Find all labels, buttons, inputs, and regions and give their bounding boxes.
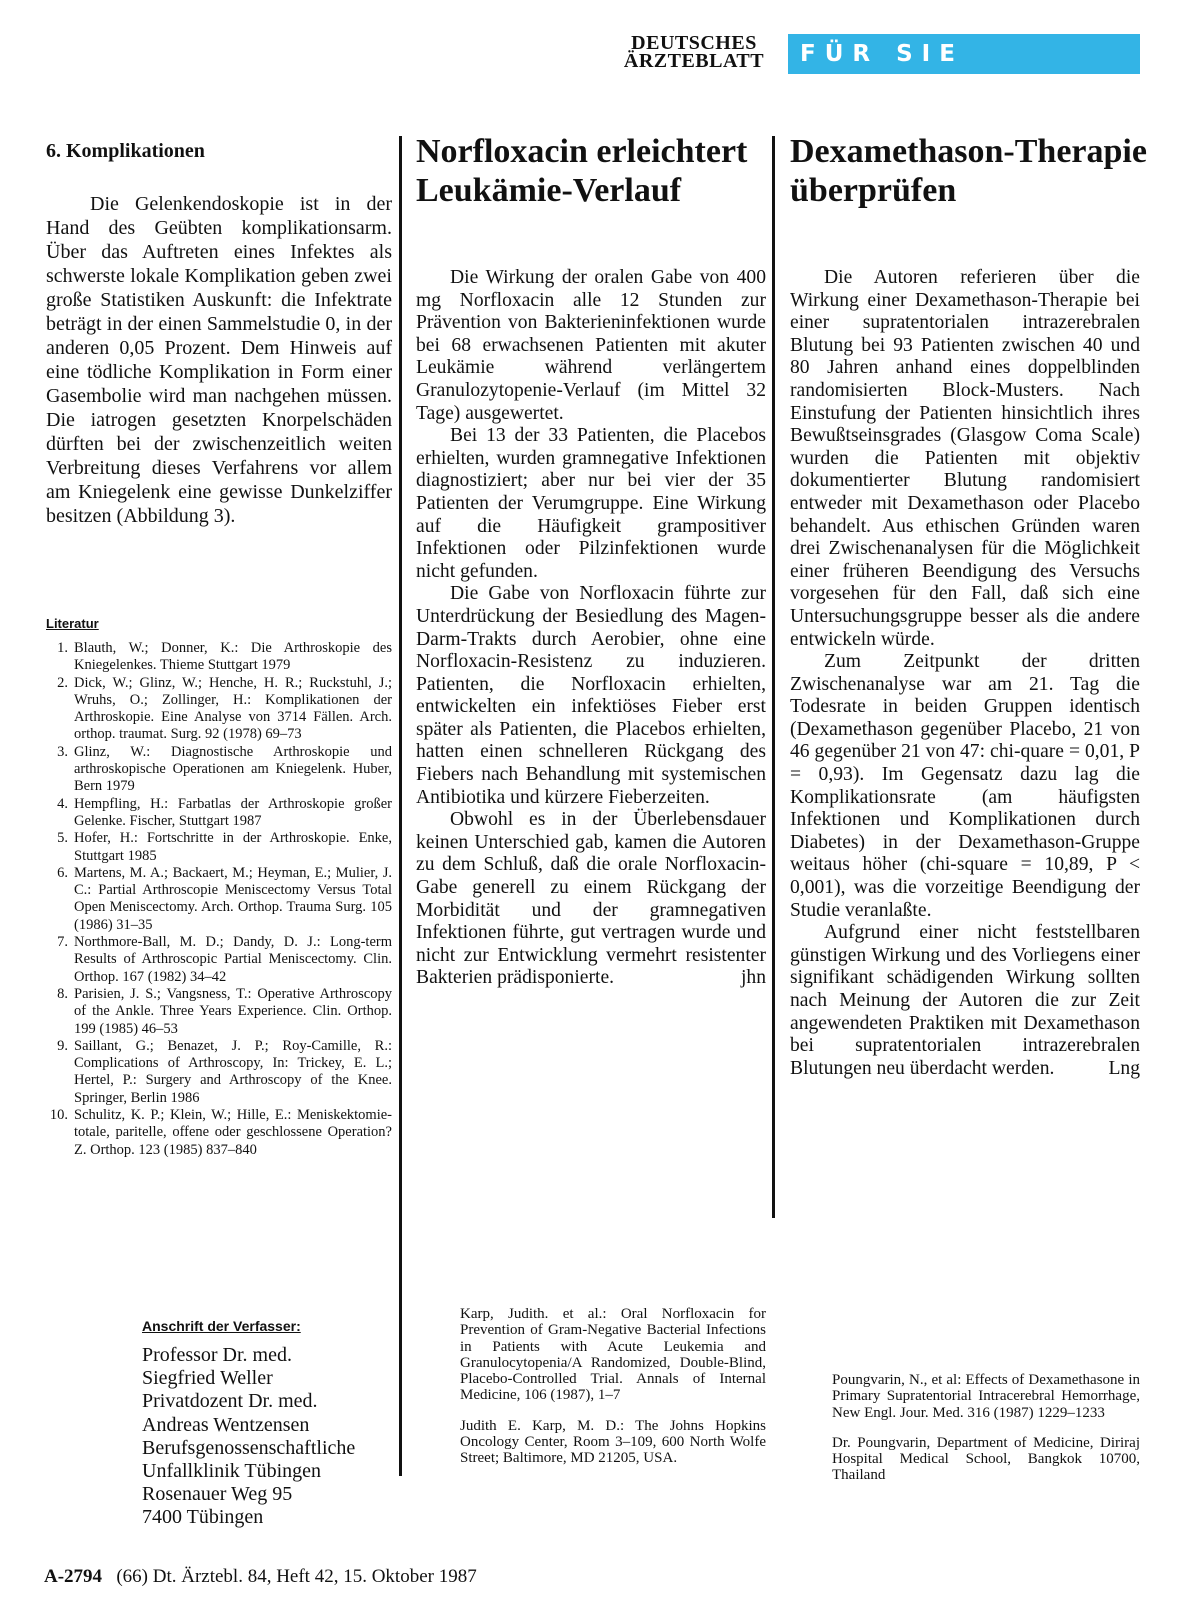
reference-number: 4. (57, 795, 68, 812)
article-body-dexamethason (790, 267, 1140, 1080)
masthead-line-2: ÄRZTEBLATT (623, 50, 765, 72)
source-address: Dr. Poungvarin, Department of Medicine, Diriraj Hospital Medical School, Bangkok 10700, Thailand (832, 1434, 1140, 1484)
reference-list (46, 640, 392, 1159)
reference-number: 8. (57, 985, 68, 1002)
column-divider-2 (772, 136, 775, 1218)
source-address: Judith E. Karp, M. D.: The Johns Hopkins Oncology Center, Room 3–109, 600 North Wolfe Street; Baltimore, MD 21205, USA. (460, 1417, 766, 1467)
article-paragraph: Die Autoren referieren über die Wirkung einer Dexamethason-Therapie bei einer supratentorialen intrazerebralen Blutung bei 93 Patienten zwischen 40 und 80 Jahren anhand eines doppelblinden randomisierten Block-Musters. Nach Einstufung der Patienten hinsichtlich ihres Bewußtseinsgrades (Glasgow Coma Scale) wurden die Patienten mit objektiv dokumentierter Blutung randomisiert entweder mit Dexamethason oder Placebo behandelt. Aus ethischen Gründen waren drei Zwischenanalysen für die Möglichkeit einer früheren Beendigung des Versuchs vorgesehen für den Fall, daß sich eine Untersuchungsgruppe besser als die andere entwickeln würde. (790, 267, 1140, 650)
reference-number: 6. (57, 864, 68, 881)
address-line: 7400 Tübingen (142, 1506, 264, 1529)
reference-text: Schulitz, K. P.; Klein, W.; Hille, E.: Meniskektomie-totale, paritelle, offene oder geschlossene Operation? Z. Orthop. 123 (1985) 837–840 (74, 1107, 392, 1158)
article-headline-dexamethason: Dexamethason-Therapie überprüfen (790, 133, 1147, 209)
author-signature: Lng (1108, 1057, 1140, 1079)
address-label: Anschrift der Verfasser: (142, 1318, 301, 1334)
reference-item (46, 830, 392, 865)
reference-item (46, 986, 392, 1038)
article-headline-norfloxacin: Norfloxacin erleichtert Leukämie-Verlauf (416, 133, 748, 209)
reference-text: Blauth, W.; Donner, K.: Die Arthroskopie des Kniegelenkes. Thieme Stuttgart 1979 (74, 640, 392, 674)
reference-item (46, 675, 392, 744)
source-citation-norfloxacin (460, 1306, 766, 1481)
article-paragraph: Die Wirkung der oralen Gabe von 400 mg Norfloxacin alle 12 Stunden zur Prävention von Bakterieninfektionen wurde bei 68 erwachsenen Patienten mit akuter Leukämie während verlängertem Granulozytopenie-Verlauf (im Mittel 32 Tage) ausgewertet. (416, 267, 766, 424)
article-paragraph: Zum Zeitpunkt der dritten Zwischenanalyse war am 21. Tag die Todesrate in beiden Gruppen identisch (Dexamethason gegenüber Placebo, 21 von 46 gegenüber 21 von 47: chi-quare = 0,01, P = 0,93). Im Gegensatz dazu lag die Komplikationsrate (am häufigsten Infektionen und Komplikationen durch Diabetes) in der Dexamethason-Gruppe weitaus höher (chi-square = 10,89, P < 0,001), was die vorzeitige Beendigung der Studie veranlaßte. (790, 651, 1140, 921)
literature-heading: Literatur (46, 616, 99, 631)
reference-item (46, 796, 392, 831)
source-reference: Poungvarin, N., et al: Effects of Dexamethasone in Primary Supratentorial Intracerebral Hemorrhage, New Engl. Jour. Med. 316 (1987) 1229–1233 (832, 1372, 1140, 1421)
reference-text: Saillant, G.; Benazet, J. P.; Roy-Camille, R.: Complications of Arthroscopy, In: Trickey, E. L.; Hertel, P.: Surgery and Arthroscopy of the Knee. Springer, Berlin 1986 (74, 1037, 392, 1106)
reference-item (46, 744, 392, 796)
address-line: Berufsgenossenschaftliche (142, 1436, 356, 1459)
reference-text: Parisien, J. S.; Vangsness, T.: Operative Arthroscopy of the Ankle. Three Years Experience. Clin. Orthop. 199 (1985) 46–53 (74, 985, 392, 1037)
reference-number: 5. (57, 830, 68, 847)
reference-number: 1. (57, 640, 68, 656)
author-address (142, 1344, 355, 1530)
reference-item (46, 640, 392, 675)
page-code: A-2794 (44, 1566, 103, 1587)
complications-text (46, 192, 392, 528)
reference-item (46, 1107, 392, 1159)
reference-item (46, 934, 392, 986)
page-footer (44, 1566, 477, 1588)
address-line: Privatdozent Dr. med. (142, 1390, 318, 1413)
article-paragraph: Aufgrund einer nicht feststellbaren günstigen Wirkung und des Vorliegens einer signifikant schädigenden Wirkung sollten nach Meinung der Autoren die zur Zeit angewendeten Praktiken mit Dexamethason bei supratentorialen intrazerebralen Blutungen neu überdacht werden. Lng (790, 922, 1140, 1079)
reference-item (46, 865, 392, 934)
masthead-line-1: DEUTSCHES (631, 32, 757, 54)
address-line: Rosenauer Weg 95 (142, 1483, 293, 1506)
source-citation-dexamethason (832, 1372, 1140, 1498)
masthead (608, 34, 780, 70)
source-reference: Karp, Judith. et al.: Oral Norfloxacin for Prevention of Gram-Negative Bacterial Infections in Patients with Acute Leukemia and Granulocytopenia/A Randomized, Double-Blind, Placebo-Controlled Trial. Annals of Internal Medicine, 106 (1987), 1–7 (460, 1306, 766, 1404)
reference-number: 3. (57, 743, 68, 760)
reference-number: 9. (57, 1037, 68, 1054)
column-divider-1 (399, 136, 402, 1476)
article-paragraph: Die Gabe von Norfloxacin führte zur Unterdrückung der Besiedlung des Magen-Darm-Trakts durch Aerobier, ohne eine Norfloxacin-Resistenz zu induzieren. Patienten, die Norfloxacin erhielten, entwickelten ein infektiöses Fieber erst später als Patienten, die Placebos erhielten, hatten einen schnelleren Rückgang des Fiebers nach Behandlung mit systemischen Antibiotika und kürzere Fieberzeiten. (416, 583, 766, 808)
rubric-label: FÜR SIE REFERIERT (800, 41, 1021, 101)
reference-text: Glinz, W.: Diagnostische Arthroskopie und arthroskopische Operationen am Kniegelenk. Huber, Bern 1979 (74, 743, 392, 795)
body-paragraph: Die Gelenkendoskopie ist in der Hand des Geübten komplikationsarm. Über das Auftreten eines Infektes als schwerste lokale Komplikation geben zwei große Statistiken Auskunft: die Infektrate beträgt in der einen Sammelstudie 0, in der anderen 0,05 Prozent. Dem Hinweis auf eine tödliche Komplikation in Form einer Gasembolie wird man nachgehen müssen. Die iatrogen gesetzten Knorpelschäden dürften bei der zwischenzeitlich weiten Verbreitung dieses Verfahrens vor allem am Kniegelenk eine gewisse Dunkelziffer besitzen (Abbildung 3). (46, 193, 392, 527)
address-line: Unfallklinik Tübingen (142, 1460, 322, 1483)
reference-number: 2. (57, 674, 68, 691)
reference-text: Hofer, H.: Fortschritte in der Arthroskopie. Enke, Stuttgart 1985 (74, 830, 392, 864)
journal-citation: (66) Dt. Ärztebl. 84, Heft 42, 15. Oktober 1987 (116, 1566, 477, 1587)
reference-text: Dick, W.; Glinz, W.; Henche, H. R.; Ruckstuhl, J.; Wruhs, O.; Zollinger, H.: Komplikationen der Arthroskopie. Eine Analyse von 3714 Fällen. Arch. orthop. traumat. Surg. 92 (1978) 69–73 (74, 674, 392, 743)
section-title: 6. Komplikationen (46, 140, 205, 162)
reference-text: Hempfling, H.: Farbatlas der Arthroskopie großer Gelenke. Fischer, Stuttgart 1987 (74, 795, 392, 829)
reference-number: 7. (57, 934, 68, 951)
address-line: Andreas Wentzensen (142, 1413, 310, 1436)
article-body-norfloxacin (416, 267, 766, 990)
article-paragraph: Obwohl es in der Überlebensdauer keinen Unterschied gab, kamen die Autoren zu dem Schluß, daß die orale Norfloxacin-Gabe generell zu einem Rückgang der Morbidität und der gramnegativen Infektionen führte, gut vertragen wurde und nicht zur Entwicklung vermehrt resistenter Bakterien prädisponierte. jhn (416, 809, 766, 989)
address-line: Siegfried Weller (142, 1367, 273, 1390)
reference-item (46, 1038, 392, 1107)
reference-number: 10. (49, 1107, 68, 1124)
address-line: Professor Dr. med. (142, 1344, 292, 1366)
reference-text: Northmore-Ball, M. D.; Dandy, D. J.: Long-term Results of Arthroscopic Partial Meniscectomy. Clin. Orthop. 167 (1982) 34–42 (74, 934, 392, 985)
author-signature: jhn (740, 967, 766, 989)
reference-text: Martens, M. A.; Backaert, M.; Heyman, E.; Mulier, J. C.: Partial Arthroscopie Meniscectomy Versus Total Open Meniscectomy. Arch. Orthop. Trauma Surg. 105 (1986) 31–35 (74, 864, 392, 933)
article-paragraph: Bei 13 der 33 Patienten, die Placebos erhielten, wurden gramnegative Infektionen diagnostiziert; aber nur bei vier der 35 Patienten der Verumgruppe. Eine Wirkung auf die Häufigkeit grampositiver Infektionen oder Pilzinfektionen wurde nicht gefunden. (416, 425, 766, 582)
